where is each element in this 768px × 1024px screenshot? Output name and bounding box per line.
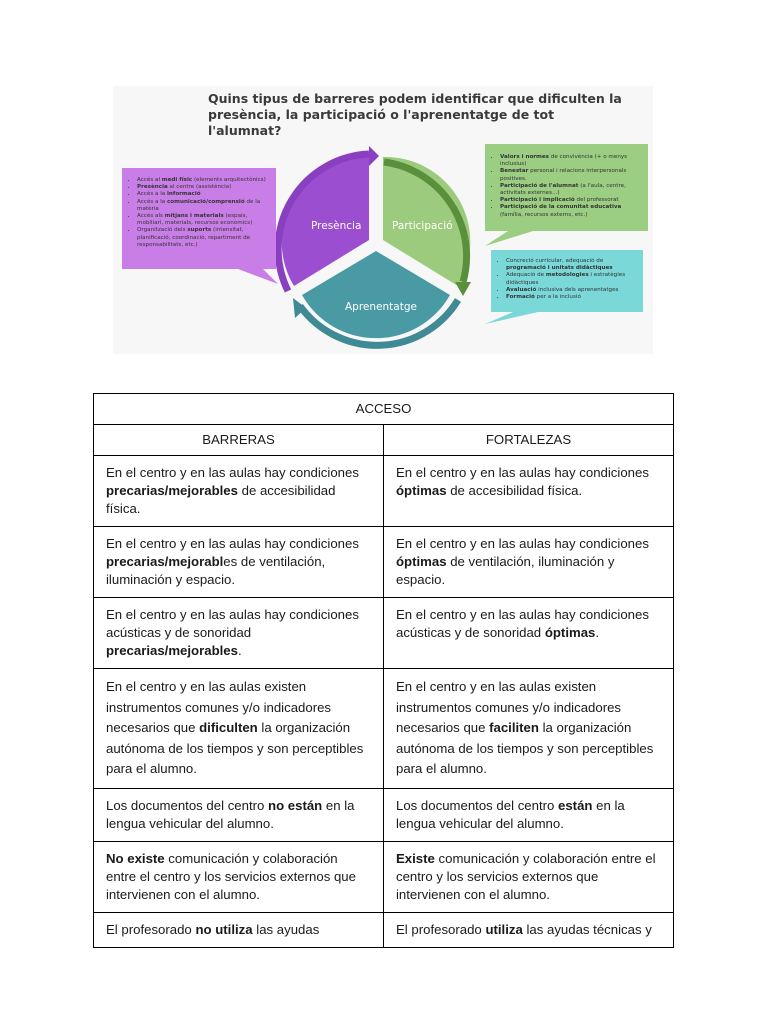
table-row [94, 456, 674, 527]
bubble-item: • Adequació de metodologies i estratègies didàctiques [506, 272, 637, 286]
fortalezas-cell: Los documentos del centro están en la lengua vehicular del alumno. [384, 788, 674, 841]
table-title: ACCESO [94, 394, 674, 425]
barriers-diagram [113, 86, 653, 354]
fortalezas-cell: En el centro y en las aulas hay condiciones óptimas de ventilación, iluminación y espacio. [384, 527, 674, 598]
bubble-item: • Presència al centre (assistència) [137, 184, 270, 191]
fortalezas-cell: En el centro y en las aulas hay condiciones óptimas de accesibilidad física. [384, 456, 674, 527]
barreras-cell: No existe comunicación y colaboración entre el centro y los servicios externos que intervienen con el alumno. [94, 841, 384, 912]
table-body [94, 456, 674, 948]
barreras-cell: En el centro y en las aulas hay condiciones acústicas y de sonoridad precarias/mejorables. [94, 598, 384, 669]
bubble-item: • Benestar personal i relacions interpersonals positives. [500, 168, 642, 182]
presencia-label: Presència [311, 220, 362, 232]
fortalezas-cell: El profesorado utiliza las ayudas técnicas y [384, 912, 674, 947]
fortalezas-cell: En el centro y en las aulas hay condiciones acústicas y de sonoridad óptimas. [384, 598, 674, 669]
diagram-title: Quins tipus de barreres podem identificar que dificulten la presència, la participació o l'aprenentatge de tot l'alumnat? [208, 91, 622, 138]
bubble-item: • Accés a la comunicació/comprensió de la matèria [137, 199, 270, 213]
table-row [94, 841, 674, 912]
barreras-cell: Los documentos del centro no están en la lengua vehicular del alumno. [94, 788, 384, 841]
barreras-cell: En el centro y en las aulas existen instrumentos comunes y/o indicadores necesarios que dificulten la organización autónoma de los tiempos y son perceptibles para el alumno. [94, 669, 384, 789]
participacio-arrowhead [455, 282, 471, 296]
bubble-item: • Formació per a la inclusió [506, 294, 637, 301]
column-header-barreras: BARRERAS [94, 425, 384, 456]
presencia-bubble [122, 168, 276, 269]
barreras-cell: En el centro y en las aulas hay condiciones precarias/mejorables de accesibilidad física. [94, 456, 384, 527]
fortalezas-cell: En el centro y en las aulas existen instrumentos comunes y/o indicadores necesarios que faciliten la organización autónoma de los tiempos y son perceptibles para el alumno. [384, 669, 674, 789]
table-row [94, 598, 674, 669]
table-row [94, 788, 674, 841]
bubble-item: • Organització dels suports (intensitat, planificació, coordinació, repartiment de responsabilitats, etc.) [137, 227, 270, 249]
bubble-item: • Participació i implicació del professorat [500, 197, 642, 204]
barreras-cell: En el centro y en las aulas hay condiciones precarias/mejorables de ventilación, iluminación y espacio. [94, 527, 384, 598]
bubble-right-bottom-tail [485, 312, 538, 324]
table-row [94, 527, 674, 598]
bubble-item: • Accés a la informació [137, 191, 270, 198]
participacio-label: Participació [392, 220, 453, 232]
fortalezas-cell: Existe comunicación y colaboración entre el centro y los servicios externos que intervienen con el alumno. [384, 841, 674, 912]
barreras-cell: El profesorado no utiliza las ayudas [94, 912, 384, 947]
table-row [94, 912, 674, 947]
bubble-item: • Concreció curricular, adequació de programació i unitats didàctiques [506, 258, 637, 272]
acceso-table [93, 393, 674, 948]
bubble-item: • Participació de la comunitat educativa (família, recursos externs, etc.) [500, 204, 642, 218]
aprenentatge-label: Aprenentatge [345, 301, 417, 313]
bubble-right-top-tail [485, 231, 533, 246]
presencia-arrowhead [369, 146, 379, 166]
aprenentatge-bubble [491, 250, 643, 312]
bubble-item: • Valors i normes de convivència (+ o menys inclusius) [500, 154, 642, 168]
bubble-item: • Participació de l'alumnat (a l'aula, centre, activitats externes...) [500, 183, 642, 197]
bubble-item: • Avaluació inclusiva dels aprenentatges [506, 287, 637, 294]
table-row [94, 669, 674, 789]
bubble-left-tail [238, 269, 278, 284]
column-header-fortalezas: FORTALEZAS [384, 425, 674, 456]
bubble-item: • Accés al medi físic (elements arquitectònics) [137, 177, 270, 184]
participacio-bubble [485, 144, 648, 231]
bubble-item: • Accés als mitjans i materials (espais, mobiliari, materials, recursos econòmics) [137, 213, 270, 227]
